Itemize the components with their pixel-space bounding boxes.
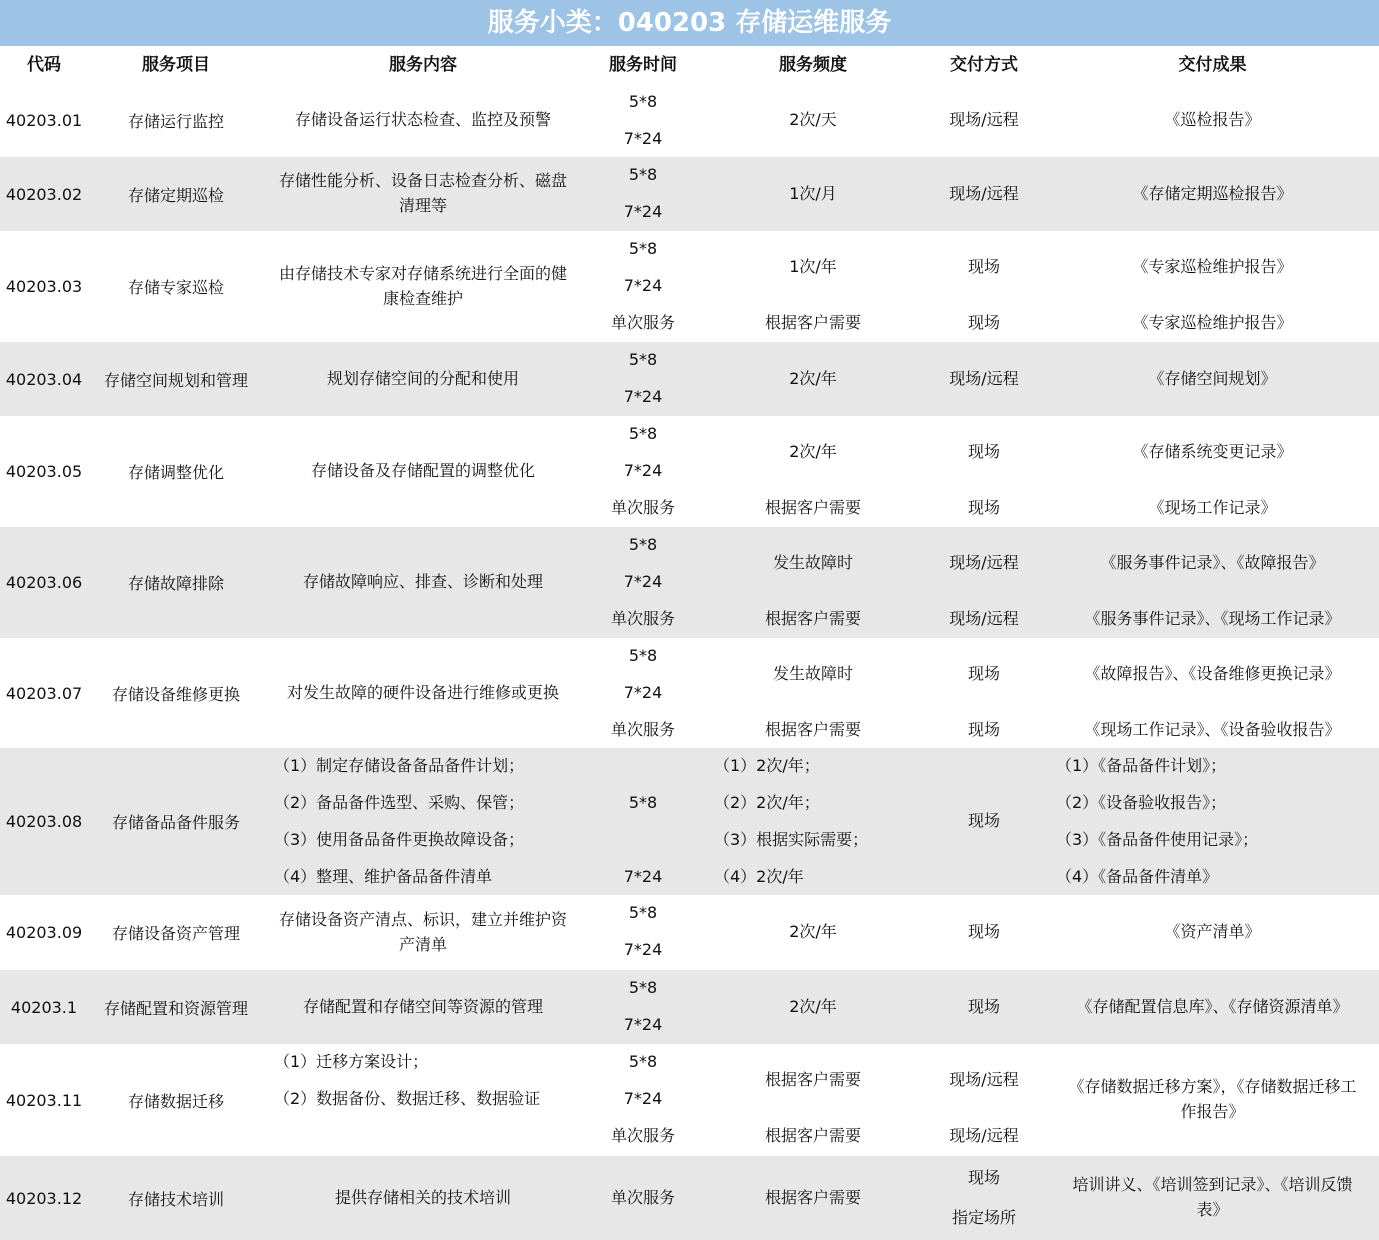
content-line: 存储配置和存储空间等资源的管理 — [302, 996, 543, 1016]
item-cell: 存储技术培训 — [127, 1189, 224, 1209]
content-line: 规划存储空间的分配和使用 — [326, 368, 519, 388]
result-line: 《巡检报告》 — [1164, 110, 1261, 129]
result-line: 《存储定期巡检报告》 — [1132, 183, 1293, 203]
table-row — [0, 416, 1379, 527]
result-line: （2）《设备验收报告》； — [1056, 793, 1227, 813]
time-line: 单次服务 — [610, 1126, 675, 1145]
mode-line: 现场 — [967, 922, 1000, 941]
result-line: 《故障报告》、《设备维修更换记录》 — [1084, 664, 1341, 683]
time-line: 单次服务 — [610, 609, 675, 628]
time-line: 7*24 — [623, 572, 663, 591]
time-line: 5*8 — [628, 1052, 658, 1071]
result-line: 《服务事件记录》、《现场工作记录》 — [1084, 609, 1341, 628]
time-line: 5*8 — [628, 239, 658, 258]
code-cell: 40203.07 — [5, 683, 83, 703]
time-line: 单次服务 — [610, 1187, 675, 1207]
freq-line: 发生故障时 — [772, 664, 853, 683]
result-line: 《存储数据迁移方案》，《存储数据迁移工 — [1068, 1077, 1357, 1096]
freq-line: 根据客户需要 — [764, 1126, 861, 1145]
freq-line: 根据客户需要 — [764, 313, 861, 332]
freq-line: 2次/年 — [789, 442, 837, 461]
table-row — [0, 231, 1379, 342]
item-cell: 存储专家巡检 — [127, 278, 224, 297]
code-cell: 40203.11 — [5, 1090, 83, 1110]
freq-line: 根据客户需要 — [764, 498, 861, 517]
mode-line: 现场 — [967, 664, 1000, 683]
code-cell: 40203.03 — [5, 277, 83, 296]
time-line: 7*24 — [623, 683, 663, 702]
table-row — [0, 970, 1379, 1044]
time-line: 5*8 — [628, 646, 658, 665]
time-line: 7*24 — [623, 129, 663, 148]
mode-line: 现场/远程 — [949, 368, 1019, 388]
time-line: 5*8 — [628, 350, 658, 369]
freq-line: 1次/年 — [789, 257, 837, 276]
time-line: 7*24 — [623, 866, 663, 886]
mode-line: 现场/远程 — [949, 183, 1019, 203]
code-cell: 40203.04 — [5, 369, 83, 389]
mode-line: 现场 — [967, 811, 1000, 830]
item-cell: 存储设备资产管理 — [111, 924, 240, 943]
content-line: 存储设备资产清点、标识，建立并维护资 — [278, 909, 567, 929]
mode-line: 现场/远程 — [949, 553, 1019, 572]
result-line: 培训讲义、《培训签到记录》、《培训反馈 — [1072, 1175, 1353, 1194]
item-cell: 存储调整优化 — [127, 463, 224, 482]
mode-line: 现场 — [967, 720, 1000, 739]
time-line: 7*24 — [623, 387, 663, 406]
code-cell: 40203.09 — [5, 923, 83, 942]
mode-line: 现场 — [967, 257, 1000, 276]
code-cell: 40203.08 — [5, 812, 83, 831]
content-line: 提供存储相关的技术培训 — [334, 1187, 511, 1207]
freq-line: 1次/月 — [789, 183, 837, 203]
result-line: 《存储空间规划》 — [1148, 368, 1277, 388]
item-cell: 存储运行监控 — [127, 112, 224, 131]
time-line: 5*8 — [628, 978, 658, 997]
content-line: 存储性能分析、设备日志检查分析、磁盘 — [278, 171, 567, 190]
time-line: 7*24 — [623, 1089, 663, 1108]
table-row — [0, 527, 1379, 638]
content-line: （2）备品备件选型、采购、保管； — [274, 793, 525, 813]
content-line: 产清单 — [398, 934, 447, 954]
time-line: 5*8 — [628, 424, 658, 443]
time-line: 7*24 — [623, 940, 663, 959]
freq-line: （2）2次/年； — [714, 793, 820, 813]
code-cell: 40203.02 — [5, 184, 83, 204]
freq-line: （4）2次/年 — [714, 866, 804, 886]
result-line: 《服务事件记录》、《故障报告》 — [1100, 553, 1325, 572]
time-line: 5*8 — [628, 165, 658, 184]
item-cell: 存储备品备件服务 — [111, 813, 240, 832]
content-line: 存储设备运行状态检查、监控及预警 — [294, 110, 551, 129]
result-line: （1）《备品备件计划》； — [1056, 756, 1227, 776]
mode-line: 现场/远程 — [949, 1070, 1019, 1089]
header-code: 代码 — [27, 55, 61, 75]
item-cell: 存储故障排除 — [127, 574, 224, 593]
content-line: 存储故障响应、排查、诊断和处理 — [302, 572, 543, 591]
time-line: 单次服务 — [610, 720, 675, 739]
item-cell: 存储设备维修更换 — [111, 684, 240, 704]
freq-line: 根据客户需要 — [764, 1187, 861, 1207]
result-line: 《现场工作记录》、《设备验收报告》 — [1084, 720, 1341, 739]
mode-line: 指定场所 — [951, 1208, 1016, 1227]
content-line: （1）制定存储设备备品备件计划； — [274, 756, 525, 776]
table-row — [0, 1044, 1379, 1156]
mode-line: 现场 — [967, 996, 1000, 1016]
item-cell: 存储配置和资源管理 — [103, 998, 248, 1018]
freq-line: 根据客户需要 — [764, 609, 861, 628]
result-line: 《存储配置信息库》、《存储资源清单》 — [1076, 996, 1349, 1016]
time-line: 单次服务 — [610, 498, 675, 517]
code-cell: 40203.12 — [5, 1188, 83, 1208]
table-row — [0, 157, 1379, 231]
time-line: 5*8 — [628, 535, 658, 554]
content-line: （3）使用备品备件更换故障设备； — [274, 829, 525, 849]
mode-line: 现场/远程 — [949, 1126, 1019, 1145]
content-line: （2）数据备份、数据迁移、数据验证 — [274, 1089, 541, 1108]
result-line: 《资产清单》 — [1164, 922, 1261, 941]
item-cell: 存储定期巡检 — [127, 185, 224, 205]
mode-line: 现场 — [967, 313, 1000, 332]
freq-line: 2次/年 — [789, 922, 837, 941]
time-line: 5*8 — [628, 92, 658, 111]
result-line: （4）《备品备件清单》 — [1056, 866, 1219, 886]
result-line: 作报告》 — [1180, 1102, 1245, 1121]
time-line: 5*8 — [628, 793, 658, 813]
freq-line: 根据客户需要 — [764, 720, 861, 739]
code-cell: 40203.1 — [10, 997, 78, 1017]
table-row — [0, 342, 1379, 416]
header-time: 服务时间 — [609, 55, 677, 75]
result-line: 《专家巡检维护报告》 — [1132, 313, 1293, 332]
code-cell: 40203.01 — [5, 111, 83, 130]
header-result: 交付成果 — [1178, 55, 1247, 75]
result-line: 《专家巡检维护报告》 — [1132, 257, 1293, 276]
table-row — [0, 1156, 1379, 1240]
time-line: 7*24 — [623, 461, 663, 480]
mode-line: 现场 — [967, 442, 1000, 461]
freq-line: 发生故障时 — [772, 553, 853, 572]
freq-line: （3）根据实际需要； — [714, 829, 869, 849]
item-cell: 存储空间规划和管理 — [103, 370, 248, 390]
table-row — [0, 84, 1379, 157]
time-line: 单次服务 — [610, 313, 675, 332]
content-line: 清理等 — [398, 196, 447, 215]
time-line: 5*8 — [628, 903, 658, 922]
header-content: 服务内容 — [389, 55, 457, 75]
result-line: 《现场工作记录》 — [1148, 498, 1277, 517]
table-row — [0, 895, 1379, 970]
time-line: 7*24 — [623, 1015, 663, 1034]
content-line: （4）整理、维护备品备件清单 — [274, 866, 493, 886]
code-cell: 40203.06 — [5, 573, 83, 592]
page-title: 服务小类：040203 存储运维服务 — [0, 0, 1379, 46]
mode-line: 现场/远程 — [949, 110, 1019, 129]
item-cell: 存储数据迁移 — [127, 1091, 224, 1111]
freq-line: 2次/年 — [789, 996, 837, 1016]
header-mode: 交付方式 — [950, 55, 1018, 75]
result-line: 表》 — [1196, 1200, 1229, 1219]
freq-line: 根据客户需要 — [764, 1070, 861, 1089]
time-line: 7*24 — [623, 202, 663, 221]
content-line: 由存储技术专家对存储系统进行全面的健 — [278, 263, 567, 283]
freq-line: 2次/天 — [789, 110, 837, 129]
code-cell: 40203.05 — [5, 462, 83, 481]
freq-line: 2次/年 — [789, 368, 837, 388]
mode-line: 现场 — [967, 498, 1000, 517]
result-line: 《存储系统变更记录》 — [1132, 442, 1293, 461]
table-row — [0, 638, 1379, 748]
content-line: 存储设备及存储配置的调整优化 — [310, 461, 535, 480]
mode-line: 现场/远程 — [949, 609, 1019, 628]
content-line: 对发生故障的硬件设备进行维修或更换 — [286, 682, 559, 702]
time-line: 7*24 — [623, 276, 663, 295]
content-line: （1）迁移方案设计； — [274, 1052, 429, 1071]
header-freq: 服务频度 — [779, 55, 847, 75]
result-line: （3）《备品备件使用记录》； — [1056, 829, 1259, 849]
freq-line: （1）2次/年； — [714, 756, 820, 776]
mode-line: 现场 — [967, 1168, 1000, 1187]
content-line: 康检查维护 — [382, 288, 463, 308]
header-item: 服务项目 — [142, 55, 210, 75]
table-row — [0, 748, 1379, 895]
